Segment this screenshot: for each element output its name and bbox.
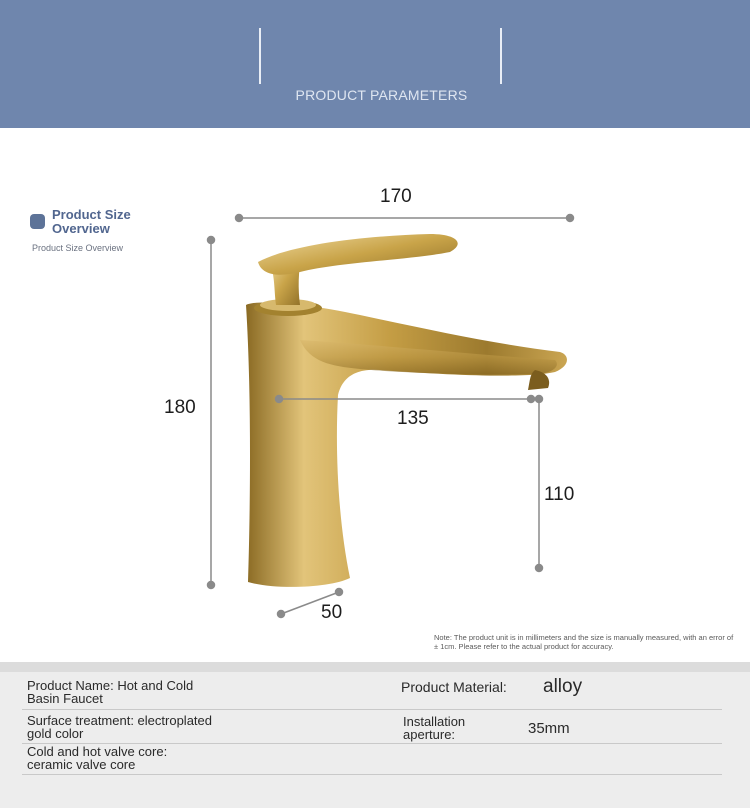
dim-dot <box>276 396 283 403</box>
spec-installation-value: 35mm <box>528 720 570 737</box>
measurement-note: Note: The product unit is in millimeters and the size is manually measured, with an error of ± 1cm. Please refer to the actual product for accuracy. <box>434 633 734 651</box>
section-title: Product Size Overview <box>52 207 131 236</box>
dim-dot <box>278 611 285 618</box>
dim-dot <box>236 215 243 222</box>
faucet-body <box>246 302 567 586</box>
dim-dot <box>208 237 215 244</box>
spec-material-value: alloy <box>543 676 583 697</box>
spec-valve-core: Cold and hot valve core: ceramic valve core <box>27 744 168 772</box>
spec-top-band <box>0 662 750 672</box>
header-title: PRODUCT PARAMETERS <box>295 87 468 103</box>
spec-product-name: Product Name: Hot and Cold Basin Faucet <box>27 678 194 706</box>
dim-label-reach: 135 <box>397 408 429 429</box>
dim-dot <box>536 565 543 572</box>
spec-divider <box>22 774 722 775</box>
spec-installation-label: Installation aperture: <box>403 714 466 742</box>
spec-divider <box>22 709 722 710</box>
dim-label-spout-height: 110 <box>544 484 575 505</box>
dim-dot <box>536 396 543 403</box>
spec-surface-treatment: Surface treatment: electroplated gold color <box>27 713 212 741</box>
spec-material-label: Product Material: <box>401 679 507 695</box>
dim-dot <box>208 582 215 589</box>
dim-dot <box>528 396 535 403</box>
faucet-lever <box>258 234 458 275</box>
spec-table <box>0 662 750 808</box>
section-subtitle: Product Size Overview <box>32 243 124 253</box>
dim-dot <box>336 589 343 596</box>
dim-label-width: 170 <box>380 186 412 207</box>
dim-label-height: 180 <box>164 397 196 418</box>
dim-label-base: 50 <box>321 602 343 623</box>
dim-dot <box>567 215 574 222</box>
